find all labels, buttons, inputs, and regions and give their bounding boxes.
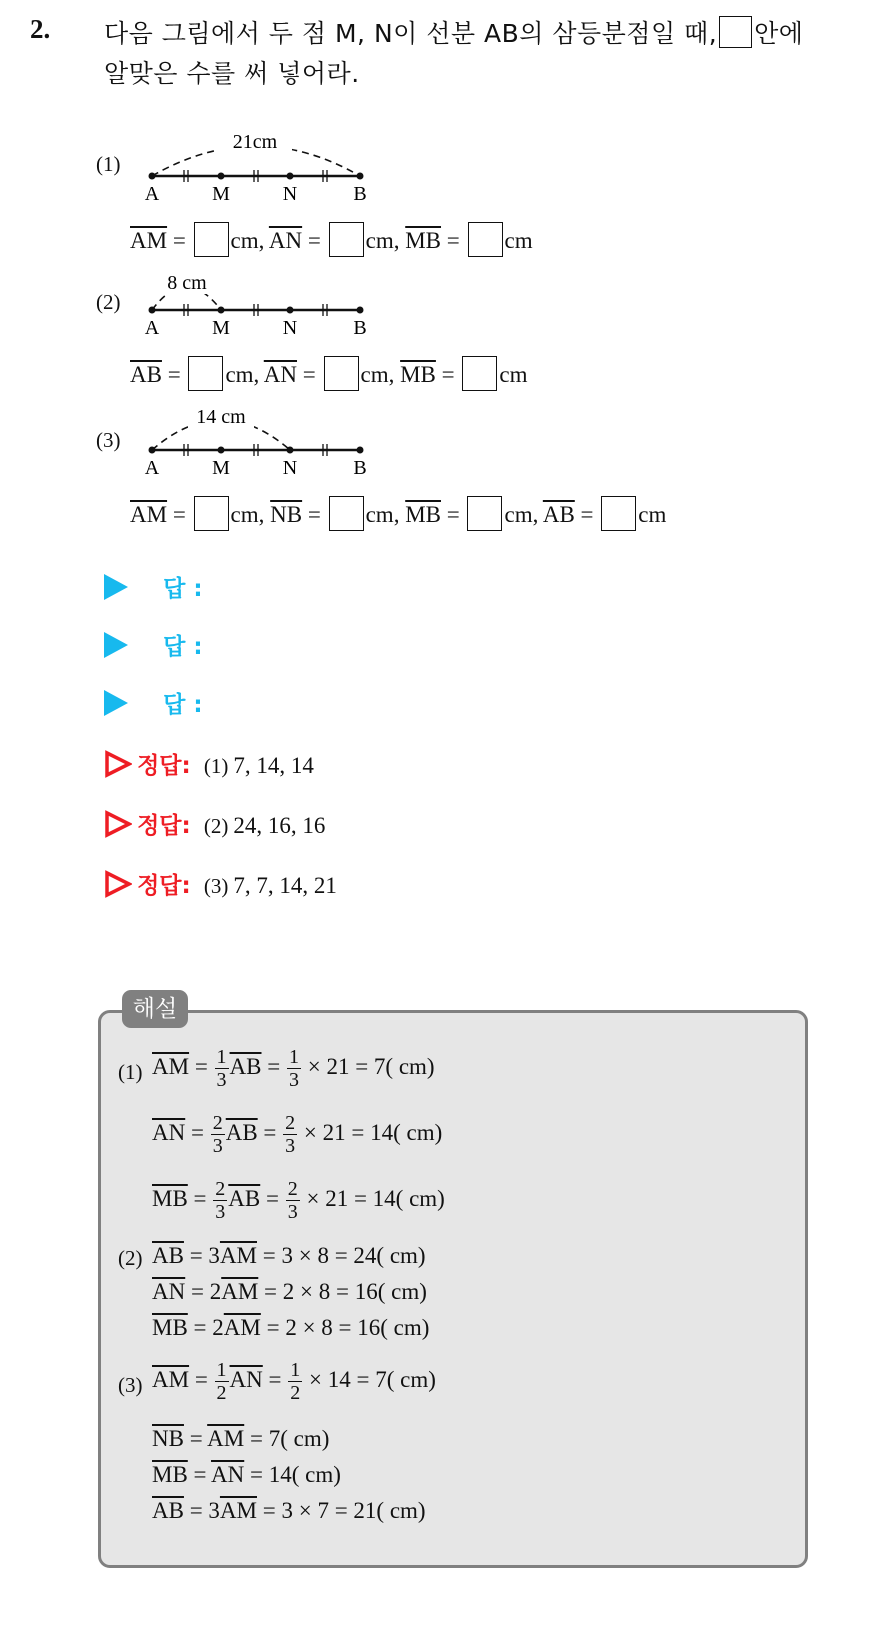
coefficient: = 3 [189,1243,220,1268]
expl-3-line-1: $\overline{AM}$ = $\frac{1}{2}$ $\overline{AN}$ = $\frac{1}{2}$ × 14 = 7( cm) [152,1359,436,1404]
point-n-label: N [282,457,298,479]
outline-triangle-icon [104,750,132,778]
answer-blank[interactable] [467,496,502,531]
question-text-line2: 알맞은 수를 써 넣어라. [104,59,360,88]
segment-name: $\overline{AB}$ [228,1185,261,1211]
outline-triangle-icon [104,810,132,838]
answer-label: 답 : [163,576,203,602]
expl-part-2-label: (2) [118,1246,143,1270]
segment-name: $\overline{MB}$ [405,502,441,527]
calc-rest: = 3 × 8 = 24( cm) [262,1243,426,1268]
point-n-label: N [282,317,298,339]
fraction: $\frac{2}{3}$ [215,1178,226,1223]
problem-3-equation [130,496,666,531]
correct-part: (1) [203,754,229,778]
coefficient: = 2 [193,1315,224,1340]
coefficient: = 2 [190,1279,222,1304]
explanation-tag: 해설 [122,990,188,1028]
segment-name: $\overline{NB}$ [152,1426,184,1451]
problem-2-label: (2) [96,290,121,314]
play-arrow-icon [104,574,128,600]
problem-3-figure [130,392,390,484]
answer-row-3[interactable] [104,690,203,730]
problem-2-equation [130,356,528,391]
arc-label: 21cm [232,131,278,153]
correct-label: 정답: [137,873,191,899]
calc-rest: = 2 × 8 = 16( cm) [264,1279,427,1304]
fraction: $\frac{1}{2}$ [216,1359,227,1404]
equals-sign: = [441,362,455,387]
problem-1-figure [130,118,390,210]
unit: cm [638,502,667,527]
segment-name: $\overline{MB}$ [400,362,436,387]
question-text-part2: 안에 [754,19,804,48]
equals-sign: = [307,502,321,527]
play-arrow-icon [104,690,128,716]
segment-name: $\overline{AM}$ [130,228,168,253]
fraction: $\frac{2}{3}$ [287,1178,298,1223]
point-n-label: N [282,183,298,205]
point-a-label: A [144,183,160,205]
answer-label: 답 : [163,692,203,718]
segment-name: $\overline{AM}$ [130,502,168,527]
unit: cm, [230,228,265,253]
expl-part-1-label: (1) [118,1060,143,1084]
calc-rest: = 3 × 7 = 21( cm) [262,1498,426,1523]
arc-label: 8 cm [167,272,207,294]
expl-1-line-3: $\overline{MB}$ = $\frac{2}{3}$ $\overline{AB}$ = $\frac{2}{3}$ × 21 = 14( cm) [152,1178,445,1223]
point-m-label: M [212,317,230,339]
equals-sign: = [172,502,186,527]
answer-blank[interactable] [188,356,223,391]
problem-2-figure [130,252,390,344]
equals-sign: = [167,362,181,387]
fraction: $\frac{1}{3}$ [288,1046,299,1091]
correct-label: 정답: [137,813,191,839]
problem-3-label: (3) [96,428,121,452]
correct-answer-1 [104,747,314,787]
expl-3-line-3 [152,1462,341,1488]
point-b-label: B [353,183,367,205]
segment-name: $\overline{AB}$ [130,362,162,387]
equals-sign: = [307,228,321,253]
point-m [218,447,225,454]
calc-rest: × 21 = 14( cm) [306,1185,445,1211]
fraction: $\frac{2}{3}$ [285,1112,296,1157]
answer-blank[interactable] [194,496,229,531]
expl-3-line-2 [152,1426,329,1452]
answer-blank[interactable] [462,356,497,391]
question-number: 2. [30,14,51,44]
correct-value: 24, 16, 16 [233,813,326,838]
expl-1-line-1: $\overline{AM}$ = $\frac{1}{3}$ $\overline{AB}$ = $\frac{1}{3}$ × 21 = 7( cm) [152,1046,435,1091]
point-m [218,173,225,180]
expl-part-3-label: (3) [118,1373,143,1397]
correct-answer-2 [104,807,325,847]
segment-name: $\overline{AB}$ [225,1119,258,1145]
segment-name: $\overline{AN}$ [229,1366,263,1392]
segment-name: $\overline{NB}$ [270,502,303,527]
answer-label: 답 : [163,634,203,660]
unit: cm, [230,502,265,527]
point-a [149,307,156,314]
fraction: $\frac{1}{3}$ [216,1046,227,1091]
point-m-label: M [212,457,230,479]
outline-triangle-icon [104,870,132,898]
coefficient: = 3 [189,1498,220,1523]
calc-rest: = 2 × 8 = 16( cm) [266,1315,430,1340]
play-arrow-icon [104,632,128,658]
unit: cm, [360,362,395,387]
segment-name: $\overline{AN}$ [152,1279,186,1304]
unit: cm, [365,502,400,527]
point-b-label: B [353,457,367,479]
equals-sign: = [446,228,460,253]
segment-name: $\overline{AB}$ [542,502,575,527]
segment-name: $\overline{AN}$ [268,228,303,253]
segment-name: $\overline{AM}$ [152,1053,190,1079]
point-a [149,447,156,454]
expl-2-line-2 [152,1279,427,1305]
point-a-label: A [144,457,160,479]
point-n [287,447,294,454]
unit: cm, [225,362,260,387]
calc-rest: × 21 = 14( cm) [303,1119,443,1145]
segment-name: $\overline{AM}$ [152,1366,190,1392]
answer-blank[interactable] [601,496,636,531]
point-n [287,173,294,180]
equals-sign: = [446,502,460,527]
correct-label: 정답: [137,753,191,779]
unit: cm [504,228,533,253]
segment-name: $\overline{AM}$ [207,1426,245,1451]
segment-name: $\overline{AN}$ [211,1462,245,1487]
expl-2-line-3 [152,1315,429,1341]
answer-row-2[interactable] [104,632,203,672]
point-m-label: M [212,183,230,205]
answer-row-1[interactable] [104,574,203,614]
correct-value: 7, 7, 14, 21 [233,873,337,898]
equals-sign: = [302,362,316,387]
segment-name: $\overline{AM}$ [221,1279,259,1304]
coefficient: = [189,1426,203,1451]
point-n [287,307,294,314]
fraction: $\frac{1}{2}$ [290,1359,301,1404]
blank-box-symbol [719,16,752,48]
problem-1-label: (1) [96,152,121,176]
unit: cm [499,362,528,387]
answer-blank[interactable] [324,356,359,391]
segment-name: $\overline{MB}$ [405,228,442,253]
segment-name: $\overline{AB}$ [152,1498,184,1523]
point-b-label: B [353,317,367,339]
expl-3-line-4 [152,1498,426,1524]
fraction: $\frac{2}{3}$ [212,1112,223,1157]
point-a-label: A [144,317,160,339]
segment-name: $\overline{AM}$ [223,1315,261,1340]
segment-name: $\overline{AM}$ [219,1498,257,1523]
correct-answer-3 [104,867,337,907]
point-a [149,173,156,180]
arc-label: 14 cm [196,406,246,428]
expl-1-line-2: $\overline{AN}$ = $\frac{2}{3}$ $\overline{AB}$ = $\frac{2}{3}$ × 21 = 14( cm) [152,1112,443,1157]
unit: cm, [365,228,400,253]
point-b [357,173,364,180]
unit: cm, [504,502,539,527]
segment-name: $\overline{MB}$ [152,1185,188,1211]
segment-name: $\overline{MB}$ [152,1315,188,1340]
point-b [357,447,364,454]
correct-part: (3) [203,874,229,898]
segment-name: $\overline{AB}$ [229,1053,262,1079]
equals-sign: = [172,228,186,253]
answer-blank[interactable] [468,222,503,257]
correct-part: (2) [203,814,229,838]
answer-blank[interactable] [329,496,364,531]
calc-rest: = 14( cm) [250,1462,341,1487]
segment-name: $\overline{AN}$ [263,362,298,387]
calc-rest: = 7( cm) [249,1426,330,1451]
calc-rest: × 21 = 7( cm) [307,1053,435,1079]
calc-rest: × 14 = 7( cm) [309,1366,436,1392]
point-m [218,307,225,314]
segment-name: $\overline{MB}$ [152,1462,188,1487]
question-text-part1: 다음 그림에서 두 점 M, N이 선분 AB의 삼등분점일 때, [104,19,718,48]
question-text [104,14,844,94]
expl-2-line-1 [152,1243,426,1269]
point-b [357,307,364,314]
segment-name: $\overline{AB}$ [152,1243,184,1268]
equals-sign: = [580,502,594,527]
coefficient: = [193,1462,207,1487]
correct-value: 7, 14, 14 [233,753,314,778]
segment-name: $\overline{AM}$ [219,1243,257,1268]
segment-name: $\overline{AN}$ [152,1119,186,1145]
